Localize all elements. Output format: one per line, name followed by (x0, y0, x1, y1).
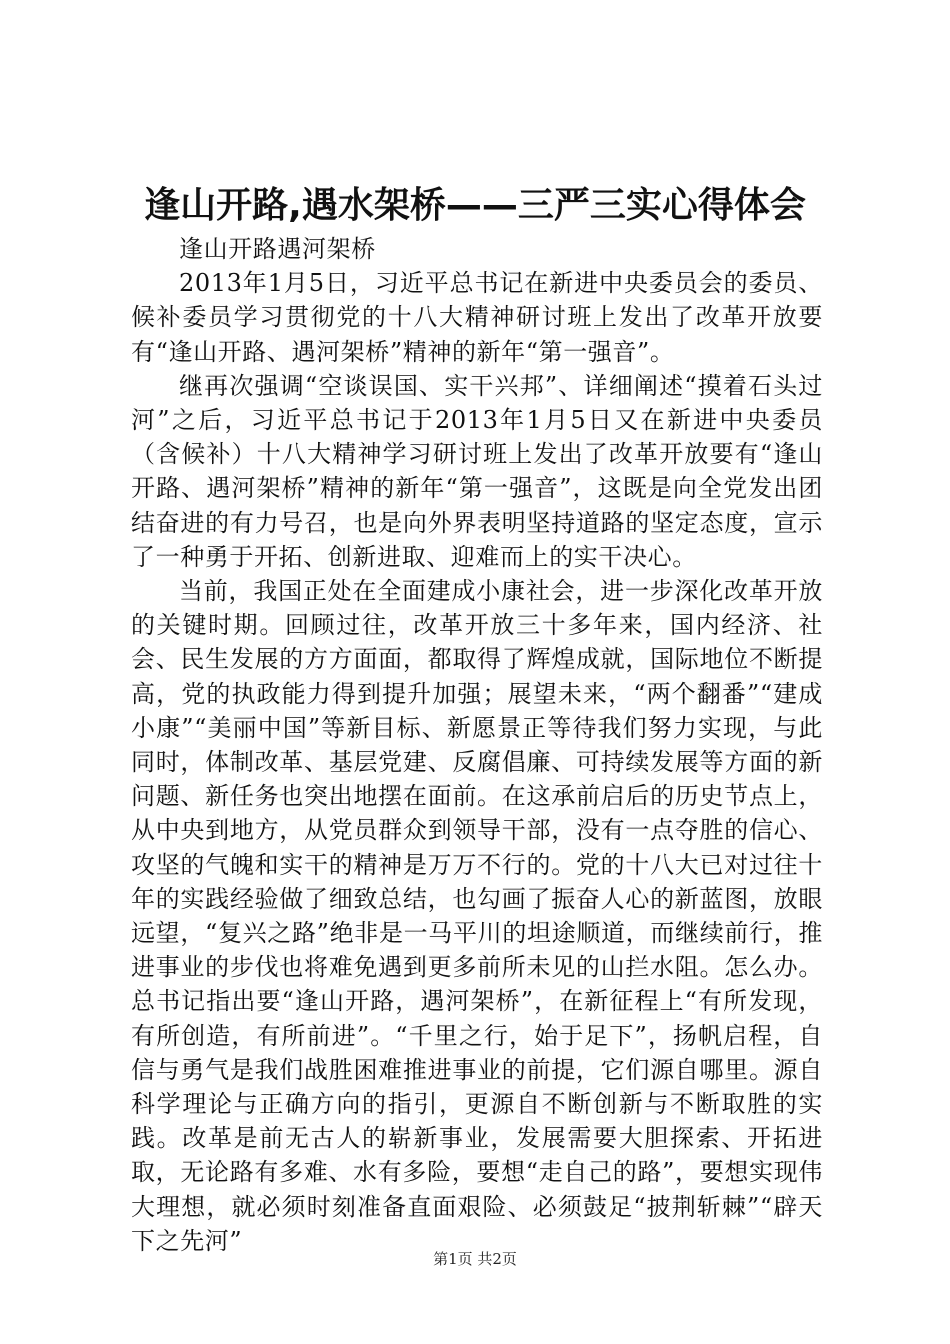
page-footer: 第1页 共2页 (433, 1250, 517, 1268)
body-paragraph-4: 当前，我国正处在全面建成小康社会，进一步深化改革开放的关键时期。回顾过往，改革开放三十多年来，国内经济、社会、民生发展的方方面面，都取得了辉煌成就，国际地位不断提高，党的执政能力得到提升加强；展望未来，“两个翻番”“建成小康”“美丽中国”等新目标、新愿景正等待我们努力实现，与此同时，体制改革、基层党建、反腐倡廉、可持续发展等方面的新问题、新任务也突出地摆在面前。在这承前启后的历史节点上，从中央到地方，从党员群众到领导干部，没有一点夺胜的信心、攻坚的气魄和实干的精神是万万不行的。党的十八大已对过往十年的实践经验做了细致总结，也勾画了振奋人心的新蓝图，放眼远望，“复兴之路”绝非是一马平川的坦途顺道，而继续前行，推进事业的步伐也将难免遇到更多前所未见的山拦水阻。怎么办。总书记指出要“逢山开路，遇河架桥”，在新征程上“有所发现，有所创造，有所前进”。“千里之行，始于足下”，扬帆启程，自信与勇气是我们战胜困难推进事业的前提，它们源自哪里。源自科学理论与正确方向的指引，更源自不断创新与不断取胜的实践。改革是前无古人的崭新事业，发展需要大胆探索、开拓进取，无论路有多难、水有多险，要想“走自己的路”，要想实现伟大理想，就必须时刻准备直面艰险、必须鼓足“披荆斩棘”“辟天下之先河” (131, 577, 823, 1255)
body-paragraph-1: 逢山开路遇河架桥 (179, 235, 376, 263)
document-body (131, 232, 823, 1258)
body-paragraph-3: 继再次强调“空谈误国、实干兴邦”、详细阐述“摸着石头过河”之后，习近平总书记于2013年1月5日又在新进中央委员（含候补）十八大精神学习研讨班上发出了改革开放要有“逢山开路、遇河架桥”精神的新年“第一强音”，这既是向全党发出团结奋进的有力号召，也是向外界表明坚持道路的坚定态度，宣示了一种勇于开拓、创新进取、迎难而上的实干决心。 (131, 371, 823, 571)
document-title: 逢山开路,遇水架桥——三严三实心得体会 (144, 185, 806, 226)
body-paragraph-2: 2013年1月5日，习近平总书记在新进中央委员会的委员、候补委员学习贯彻党的十八大精神研讨班上发出了改革开放要有“逢山开路、遇河架桥”精神的新年“第一强音”。 (131, 269, 823, 366)
